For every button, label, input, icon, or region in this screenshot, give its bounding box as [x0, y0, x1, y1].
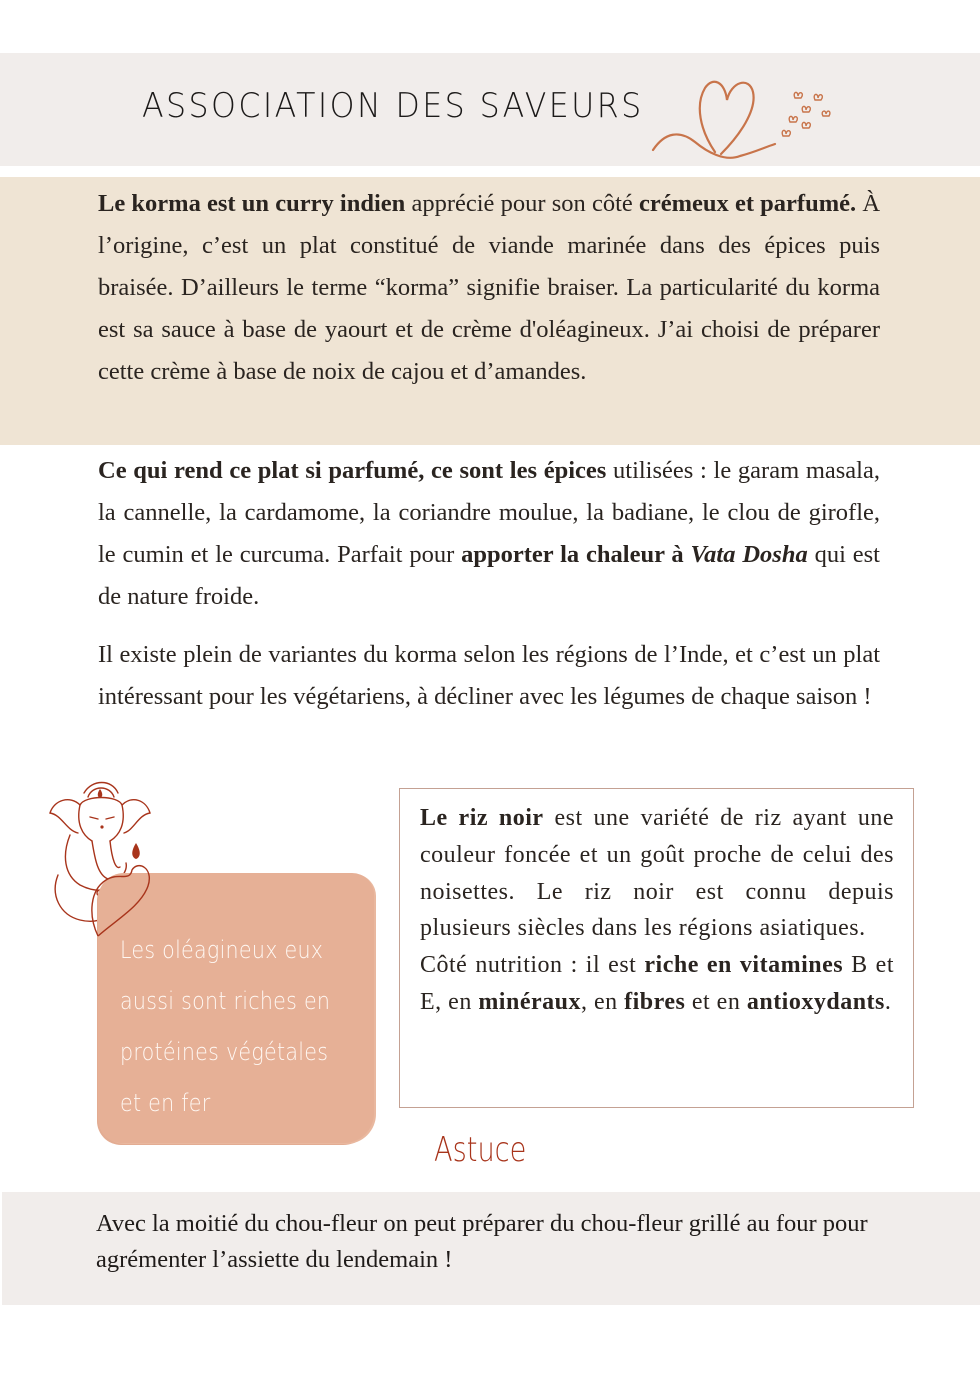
vata-dosha-italic: Vata Dosha — [690, 541, 808, 568]
rice-text: Côté nutrition : il est — [420, 952, 645, 979]
spices-text: utilisées : le garam masala, la cannelle, la cardamome, la coriandre moulue, la badiane, le clou de girofle, le cumin et le curcuma. Parfait pour — [98, 457, 880, 568]
rice-bold-minerals: minéraux — [478, 988, 581, 1015]
intro-text: apprécié pour son côté — [405, 190, 639, 217]
rice-text: est une variété de riz ayant une couleur foncée et un goût proche de celui des noisettes. Le riz noir est connu depuis plusieurs siècles dans les régions asiatiques. — [420, 805, 895, 942]
rice-bold-vitamins: riche en vitamines — [644, 952, 844, 979]
rice-text: B et E, en — [420, 952, 895, 1015]
intro-bold-creamy: crémeux et parfumé. — [638, 190, 857, 217]
spices-bold-lead: Ce qui rend ce plat si parfumé, ce sont les épices — [98, 457, 607, 484]
rice-text: et en — [685, 988, 747, 1015]
intro-bold-lead: Le korma est un curry indien — [98, 190, 406, 217]
rice-text: . — [884, 988, 892, 1015]
callout-line: protéines végétales — [120, 1038, 329, 1066]
spices-bold-warmth: apporter la chaleur à Vata Dosha — [461, 541, 808, 568]
callout-text — [120, 925, 369, 1129]
variants-paragraph: Il existe plein de variantes du korma selon les régions de l’Inde, et c’est un plat intéressant pour les végétariens, à décliner avec les légumes de chaque saison ! — [98, 641, 880, 710]
intro-text-rest: À l’origine, c’est un plat constitué de viande marinée dans des épices puis braisée. D’ailleurs le terme “korma” signifie braiser. La particularité du korma est sa sauce à base de yaourt et de crème d'oléagineux. J’ai choisi de préparer cette crème à base de noix de cajou et d’amandes. — [98, 190, 881, 385]
callout-line: aussi sont riches en — [120, 987, 331, 1015]
callout-line: Les oléagineux eux — [120, 936, 324, 964]
spices-text-end: qui est de nature froide. — [98, 541, 880, 610]
tip-heading: Astuce — [434, 1130, 527, 1170]
rice-paragraph-2 — [420, 947, 894, 1021]
rice-info-text — [420, 800, 894, 1021]
rice-paragraph-1 — [420, 800, 894, 947]
rice-text: , en — [580, 988, 625, 1015]
rice-bold-antioxidants: antioxydants — [746, 988, 885, 1015]
spices-paragraph — [98, 450, 880, 618]
page-title: ASSOCIATION DES SAVEURS — [142, 86, 644, 126]
tip-text: Avec la moitié du chou-fleur on peut préparer du chou-fleur grillé au four pour agrémenter l’assiette du lendemain ! — [96, 1210, 868, 1273]
rice-bold-lead: Le riz noir — [420, 805, 544, 831]
intro-paragraph — [98, 183, 880, 393]
callout-line: et en fer — [120, 1089, 211, 1117]
heart-with-small-hearts-icon — [645, 70, 855, 165]
rice-bold-fibres: fibres — [624, 988, 686, 1015]
